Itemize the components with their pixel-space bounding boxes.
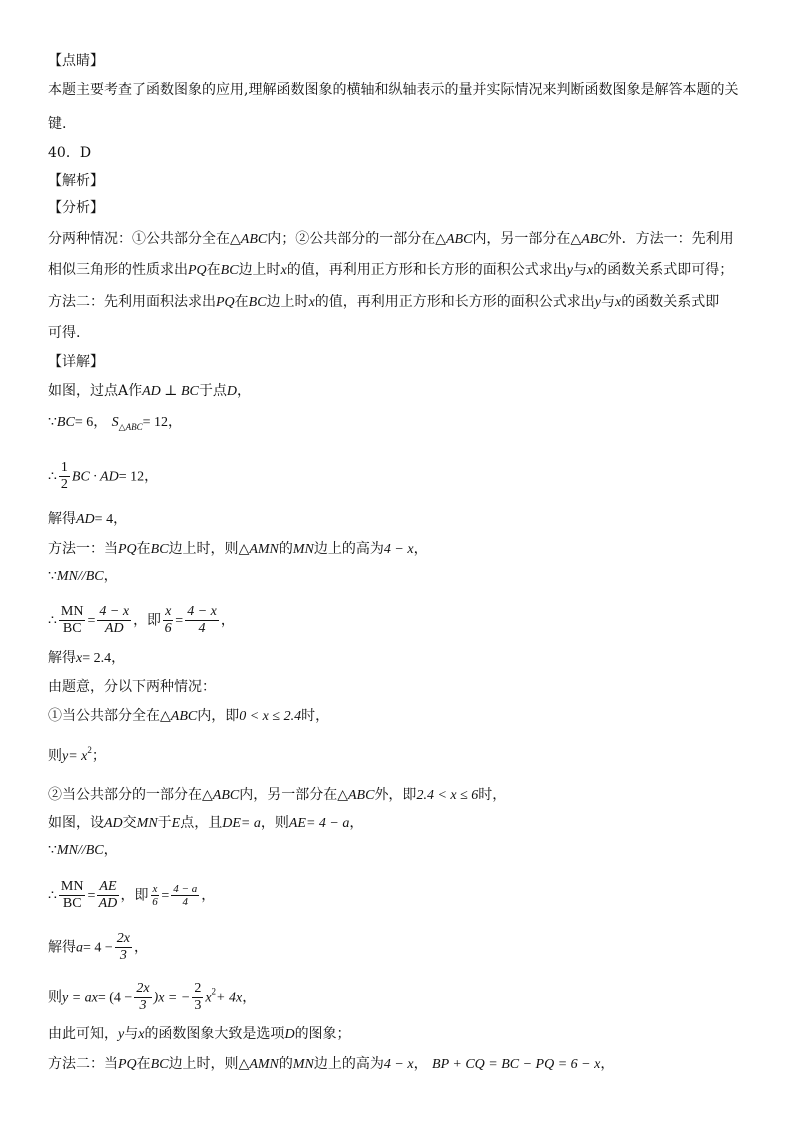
fraction: $\frac{4 - x}{4}$	[187, 604, 217, 636]
fraction: $\frac{x}{6}$	[152, 883, 158, 908]
case-two: ②当公共部分的一部分在△ABC内，另一部分在△ABC外，即2.4 < x ≤ 6时，	[48, 787, 507, 803]
fraction: $\frac{AE}{AD}$	[98, 879, 118, 911]
heading-dianjing: 【点睛】	[48, 53, 104, 69]
fraction: $\frac{2x}{3}$	[136, 981, 150, 1013]
fraction: $\frac{x}{6}$	[164, 604, 172, 636]
method-one-line: 方法一：当PQ在BC边上时，则△AMN的MN边上的高为4 − x，	[48, 541, 428, 557]
heading-jiexi: 【解析】	[48, 173, 104, 189]
analysis-line-3: 方法二：先利用面积法求出PQ在BC边上时x的值，再利用正方形和长方形的面积公式求出y与x的函数关系式即	[48, 294, 720, 310]
dianjing-text-end: 键.	[48, 116, 67, 132]
heading-fenxi: 【分析】	[48, 200, 104, 216]
function-expression: 则y = ax= (4 − $\frac{2x}{3}$ )x = − $\frac{2}{3}$ $x^2+ 4x$，	[48, 981, 257, 1013]
fraction: $\frac{1}{2}$	[60, 460, 68, 492]
parallel-line-2: ∵MN//BC，	[48, 842, 118, 858]
parallel-line-1: ∵MN//BC，	[48, 568, 118, 584]
heading-xiangjie: 【详解】	[48, 354, 104, 370]
case-one: ①当公共部分全在△ABC内，即0 < x ≤ 2.4时，	[48, 708, 330, 724]
fraction: $\frac{4 - x}{AD}$	[99, 604, 130, 636]
solution-line-1: 如图，过点A作AD ⊥ BC于点D，	[48, 383, 251, 399]
case-two-setup: 如图，设AD交MN于E点，且DE= a，则AE= 4 − a，	[48, 815, 364, 831]
fraction: $\frac{MN}{BC}$	[60, 604, 84, 636]
analysis-line-2: 相似三角形的性质求出PQ在BC边上时x的值，再利用正方形和长方形的面积公式求出y与x的函数关系式即可得；	[48, 262, 734, 278]
ratio-equation-1: ∴ $\frac{MN}{BC}$ = $\frac{4 - x}{AD}$ ，即 $\frac{x}{6}$ = $\frac{4 - x}{4}$ ，	[48, 604, 235, 636]
analysis-line-4: 可得.	[48, 325, 81, 341]
fraction: $\frac{4 - a}{4}$	[173, 883, 198, 908]
analysis-line-1: 分两种情况：①公共部分全在△ABC内；②公共部分的一部分在△ABC内，另一部分在△ABC外．方法一：先利用	[48, 231, 734, 247]
solution-ad: 解得AD= 4，	[48, 511, 128, 527]
solution-x: 解得x= 2.4，	[48, 650, 126, 666]
fraction: $\frac{2}{3}$	[194, 981, 202, 1013]
solution-area-equation: ∴ $\frac{1}{2}$ BC · AD= 12，	[48, 460, 159, 492]
fraction: $\frac{MN}{BC}$	[60, 879, 84, 911]
cases-intro: 由题意，分以下两种情况：	[48, 679, 216, 695]
conclusion-line: 由此可知，y与x的函数图象大致是选项D的图象；	[48, 1026, 351, 1042]
ratio-equation-2: ∴ $\frac{MN}{BC}$ = $\frac{AE}{AD}$ ，即 $\frac{x}{6}$ = $\frac{4 - a}{4}$ ，	[48, 879, 216, 911]
solution-given: ∵BC= 6， $S_{\triangle ABC}= 12$，	[48, 414, 182, 432]
question-number-answer: 40．D	[48, 145, 92, 161]
case-one-result: 则$y= x^2$；	[48, 745, 106, 764]
method-two-line: 方法二：当PQ在BC边上时，则△AMN的MN边上的高为4 − x， BP + CQ = BC − PQ = 6 − x，	[48, 1056, 615, 1072]
dianjing-text: 本题主要考查了函数图象的应用,理解函数图象的横轴和纵轴表示的量并实际情况来判断函数图象是解答本题的关	[48, 82, 739, 98]
solution-a: 解得a= 4 − $\frac{2x}{3}$ ，	[48, 931, 149, 963]
fraction: $\frac{2x}{3}$	[116, 931, 131, 963]
